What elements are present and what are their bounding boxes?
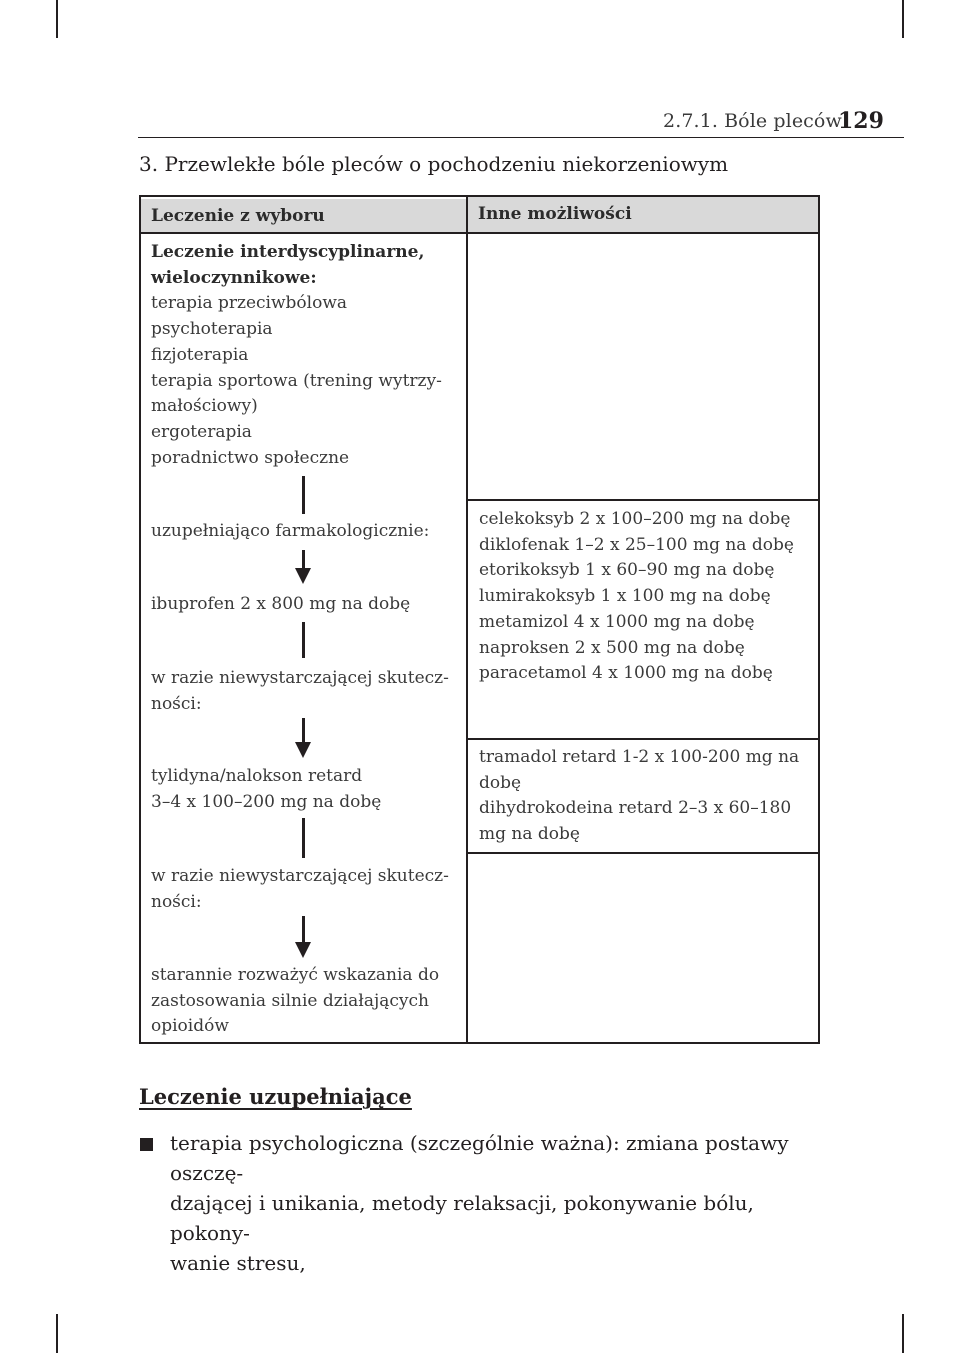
interdisciplinary-heading-2: wieloczynnikowe: (151, 267, 317, 288)
step-tilidine-line: tylidyna/nalokson retard (151, 766, 363, 786)
page-number: 129 (838, 108, 884, 134)
square-bullet-icon (140, 1138, 153, 1151)
therapy-item: poradnictwo społeczne (151, 447, 350, 468)
supplementary-title: Leczenie uzupełniające (139, 1084, 412, 1109)
step-ibuprofen: ibuprofen 2 x 800 mg na dobę (151, 594, 411, 614)
column-divider (466, 197, 468, 1042)
alt-divider-3 (466, 852, 818, 854)
step-pharmacological: uzupełniająco farmakologicznie: (151, 521, 430, 541)
step-insufficient-2 (151, 864, 451, 915)
bullet-line: wanie stresu, (170, 1251, 306, 1275)
step-insufficient-line: ności: (151, 693, 202, 714)
therapy-item: psychoterapia (151, 319, 273, 340)
alt-divider-1 (466, 499, 818, 501)
step-opioids-line: opioidów (151, 1016, 229, 1037)
header-divider (141, 232, 818, 234)
col2-header-label: Inne możliwości (478, 204, 632, 224)
therapy-item: fizjoterapia (151, 344, 249, 365)
arrow-down-icon (295, 550, 311, 584)
section-title: 3. Przewlekłe bóle pleców o pochodzeniu niekorzeniowym (139, 152, 729, 176)
step-insufficient-line: w razie niewystarczającej skutecz- (151, 866, 449, 886)
interdisciplinary-heading-1: Leczenie interdyscyplinarne, (151, 242, 425, 262)
alt-drug: dihydrokodeina retard 2–3 x 60–180 (479, 798, 792, 819)
bullet-line: terapia psychologiczna (szczególnie ważna): zmiana postawy oszczę- (170, 1131, 789, 1185)
alternatives-nsaids (479, 507, 814, 687)
alt-drug: tramadol retard 1-2 x 100-200 mg na (479, 747, 800, 767)
arrow-down-icon (295, 718, 311, 758)
running-head: 2.7.1. Bóle pleców (663, 110, 842, 132)
alt-drug: etorikoksyb 1 x 60–90 mg na dobę (479, 560, 775, 581)
therapy-item: małościowy) (151, 396, 258, 417)
crop-mark-top-right (902, 0, 904, 38)
flow-line (295, 622, 311, 658)
step-opioids (151, 963, 451, 1040)
col1-header-label: Leczenie z wyboru (151, 206, 325, 226)
supplementary-bullet-text (170, 1128, 820, 1278)
arrow-down-icon (295, 916, 311, 958)
step-tilidine-line: 3–4 x 100–200 mg na dobę (151, 791, 382, 812)
alt-drug: diklofenak 1–2 x 25–100 mg na dobę (479, 534, 794, 555)
col2-header (468, 197, 818, 233)
alt-drug: metamizol 4 x 1000 mg na dobę (479, 611, 755, 632)
therapy-item: terapia sportowa (trening wytrzy- (151, 370, 442, 391)
step-insufficient-line: w razie niewystarczającej skutecz- (151, 668, 449, 688)
step-opioids-line: starannie rozważyć wskazania do (151, 965, 440, 985)
alt-drug: lumirakoksyb 1 x 100 mg na dobę (479, 586, 771, 607)
interdisciplinary-block (151, 240, 451, 471)
alt-drug: mg na dobę (479, 824, 580, 845)
crop-mark-bottom-right (902, 1314, 904, 1353)
alt-drug: paracetamol 4 x 1000 mg na dobę (479, 663, 773, 684)
bullet-line: dzającej i unikania, metody relaksacji, pokonywanie bólu, pokony- (170, 1191, 754, 1245)
col1-header (141, 199, 466, 233)
flow-line (295, 818, 311, 858)
therapy-item: ergoterapia (151, 421, 252, 442)
step-opioids-line: zastosowania silnie działających (151, 990, 429, 1011)
crop-mark-bottom-left (56, 1314, 58, 1353)
header-rule (138, 137, 904, 138)
alt-divider-2 (466, 738, 818, 740)
alt-drug: dobę (479, 772, 522, 793)
alt-drug: naproksen 2 x 500 mg na dobę (479, 637, 745, 658)
flow-line (295, 476, 311, 514)
step-insufficient-line: ności: (151, 891, 202, 912)
alternatives-opioids (479, 745, 814, 848)
step-tilidine (151, 764, 451, 815)
step-insufficient-1 (151, 666, 451, 717)
alt-drug: celekoksyb 2 x 100–200 mg na dobę (479, 509, 791, 529)
crop-mark-top-left (56, 0, 58, 38)
therapy-item: terapia przeciwbólowa (151, 293, 348, 314)
